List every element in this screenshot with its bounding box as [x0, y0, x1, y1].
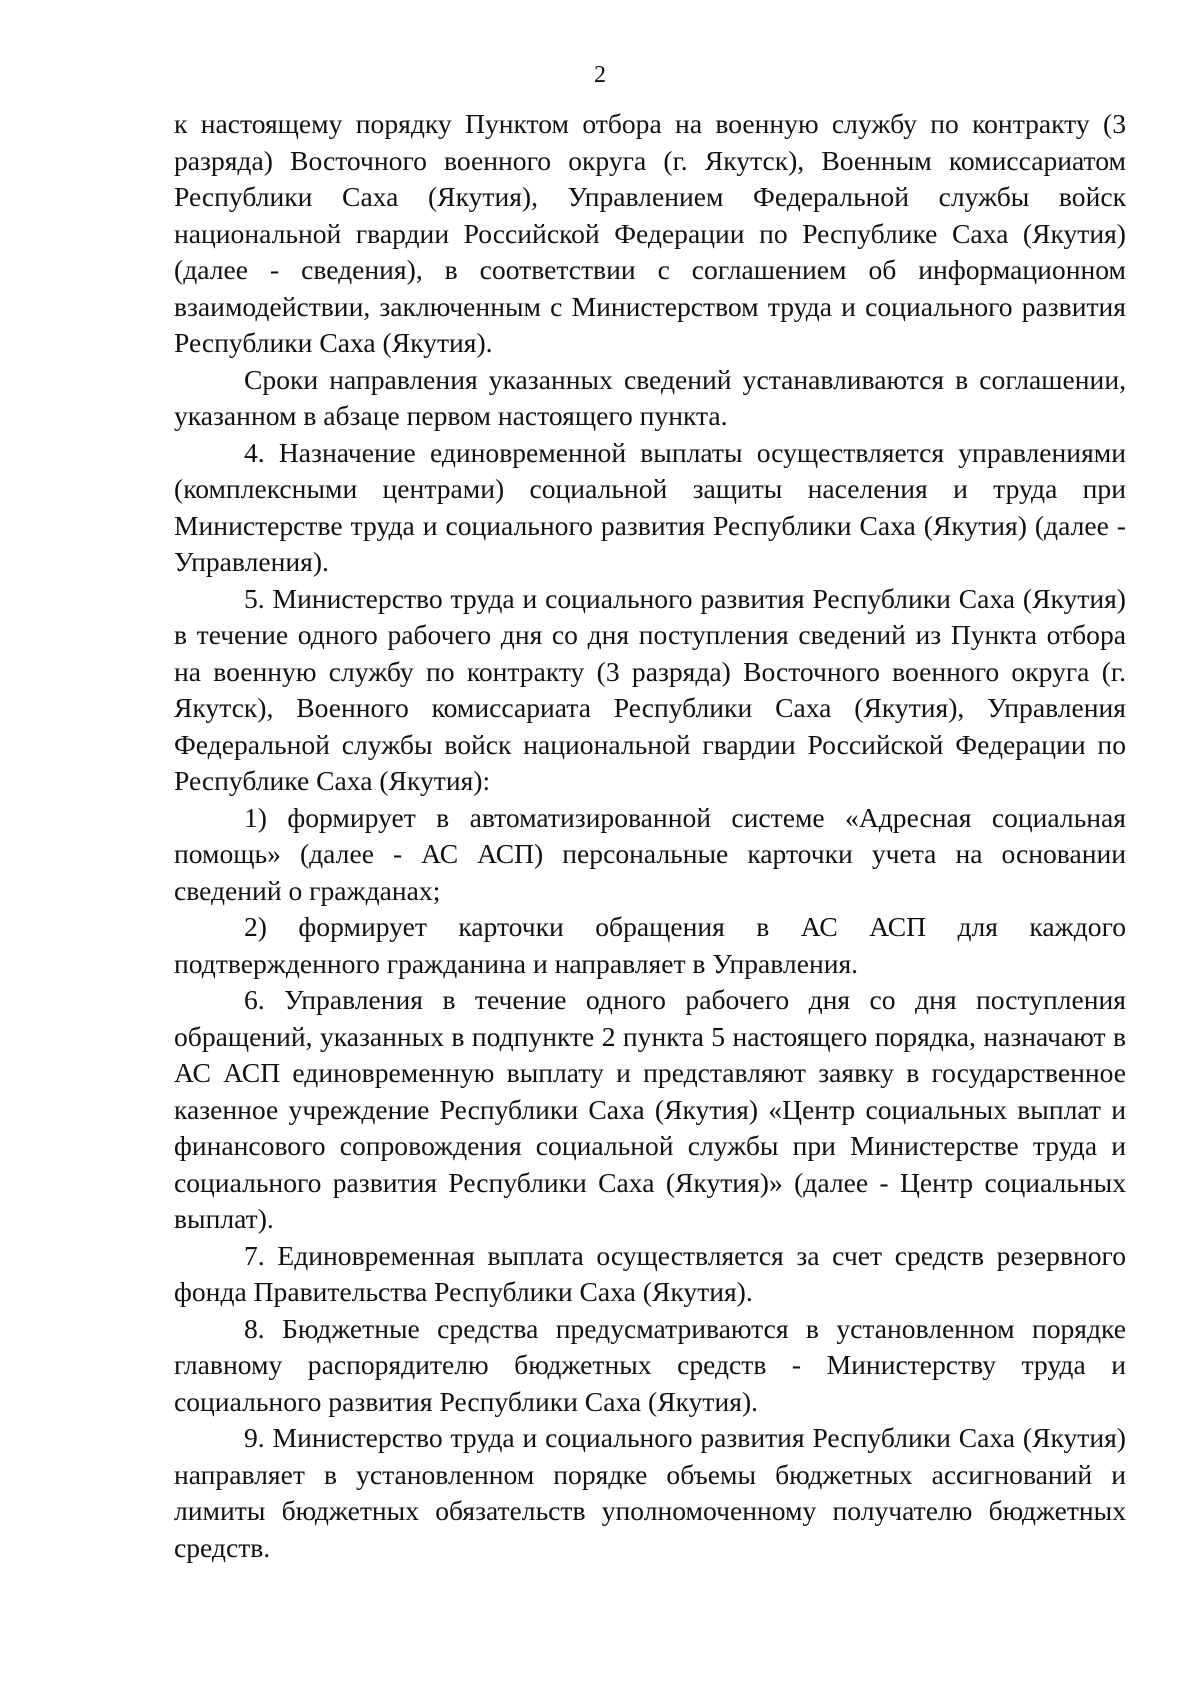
paragraph-item-8: 8. Бюджетные средства предусматриваются в установленном порядке главному распорядителю бюджетных средств - Министерству труда и социального развития Республики Саха (Якутия). — [174, 1312, 1126, 1417]
page-number: 2 — [594, 62, 606, 88]
paragraph-item-4: 4. Назначение единовременной выплаты осуществляется управлениями (комплексными центрами) социальной защиты населения и труда при Министерстве труда и социального развития Республики Саха (Якутия) (далее - Управления). — [174, 436, 1126, 577]
paragraph-item-5-1: 1) формирует в автоматизированной системе «Адресная социальная помощь» (далее - АС АСП) персональные карточки учета на основании сведений о гражданах; — [174, 801, 1126, 906]
paragraph-item-5: 5. Министерство труда и социального развития Республики Саха (Якутия) в течение одного рабочего дня со дня поступления сведений из Пункта отбора на военную службу по контракту (3 разряда) Восточного военного округа (г. Якутск), Военного комиссариата Республики Саха (Якутия), Управления Федеральной службы войск национальной гвардии Российской Федерации по Республике Саха (Якутия): — [174, 582, 1126, 796]
paragraph-item-6: 6. Управления в течение одного рабочего дня со дня поступления обращений, указанных в подпункте 2 пункта 5 настоящего порядка, назначают в АС АСП единовременную выплату и представляют заявку в государственное казенное учреждение Республики Саха (Якутия) «Центр социальных выплат и финансового сопровождения социальной службы при Министерстве труда и социального развития Республики Саха (Якутия)» (далее - Центр социальных выплат). — [174, 984, 1126, 1234]
paragraph-item-7: 7. Единовременная выплата осуществляется за счет средств резервного фонда Правительства Республики Саха (Якутия). — [174, 1239, 1126, 1307]
paragraph-item-5-2: 2) формирует карточки обращения в АС АСП для каждого подтвержденного гражданина и направляет в Управления. — [174, 911, 1126, 979]
paragraph-continuation: к настоящему порядку Пунктом отбора на военную службу по контракту (3 разряда) Восточного военного округа (г. Якутск), Военным комиссариатом Республики Саха (Якутия), Управлением Федеральной службы войск национальной гвардии Российской Федерации по Республике Саха (Якутия) (далее - сведения), в соответствии с соглашением об информационном взаимодействии, заключенным с Министерством труда и социального развития Республики Саха (Якутия). — [174, 108, 1126, 358]
paragraph-terms: Сроки направления указанных сведений устанавливаются в соглашении, указанном в абзаце первом настоящего пункта. — [174, 363, 1126, 431]
document-body — [174, 106, 1126, 1566]
paragraph-item-9: 9. Министерство труда и социального развития Республики Саха (Якутия) направляет в установленном порядке объемы бюджетных ассигнований и лимиты бюджетных обязательств уполномоченному получателю бюджетных средств. — [174, 1422, 1126, 1563]
